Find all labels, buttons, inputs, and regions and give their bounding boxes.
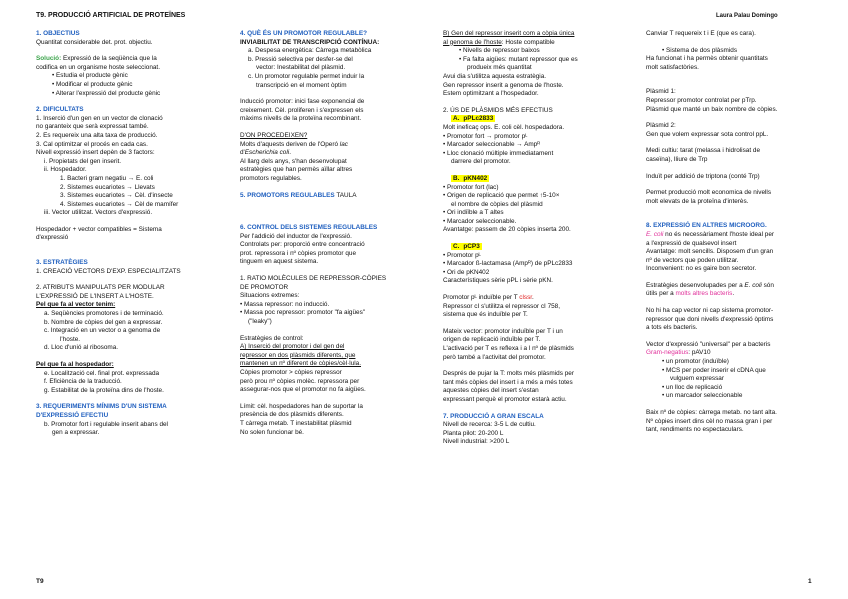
- subheading: Pel que fa al vector tenim:: [36, 301, 116, 309]
- paragraph: promotors regulables.: [240, 174, 302, 182]
- list-item: 2. Es requereix una alta taxa de producció.: [36, 131, 158, 139]
- paragraph: Nº còpies insert dins cèl no massa gran i per: [646, 417, 773, 425]
- paragraph: Molt ineficaç ops. E. coli cèl. hospedadora.: [443, 123, 565, 131]
- list-item: 3. Cal optimitzar el procés en cada cas.: [36, 140, 148, 148]
- paragraph: Induït per addició de triptona (conté Trp): [646, 172, 760, 180]
- list-item: • Promotor fort → promotor pᴸ: [443, 132, 528, 140]
- paragraph: L'activació per T es reflexa i a l nº de plàsmids: [443, 345, 574, 352]
- subheading: L'EXPRESSIÓ DE L'INSERT A L'HOSTE.: [36, 292, 154, 300]
- paragraph: Avui dia s'utilitza aquesta estratègia.: [443, 72, 547, 80]
- paragraph: aquestes còpies del insert s'estan: [443, 387, 539, 395]
- list-item: • Massa poc repressor: promotor "fa aigües": [240, 309, 366, 317]
- paragraph: Medi cultiu: tarat (melassa i hidrolisat de: [646, 147, 761, 155]
- list-item: ii. Hospedador.: [44, 166, 87, 174]
- paragraph: T càrrega metab. T inestabilitat plàsmid: [240, 419, 352, 427]
- section-heading: 1. OBJECTIUS: [36, 30, 80, 37]
- list-item: gen a expressar.: [52, 429, 100, 437]
- list-item: • un promotor (induïble): [662, 358, 729, 366]
- paragraph: B) Gen del repressor inserit com a còpia única: [443, 30, 575, 37]
- plasmid-heading-c: C. pCP3: [453, 243, 480, 251]
- paragraph: però també a l'activitat del promotor.: [443, 353, 546, 361]
- list-item: • Marcador ß-lactamasa (Ampᴿ) de pPLc2833: [443, 260, 573, 268]
- list-item: • Promotor pᴸ: [443, 251, 481, 259]
- list-item: el nombre de còpies del plàsmid: [451, 200, 543, 208]
- paragraph: Repressor cI s'utilitza el repressor cI 758,: [443, 302, 561, 310]
- list-item: i. Propietats del gen inserit.: [44, 157, 122, 165]
- paragraph: Nivell de recerca: 3-5 L de cultiu.: [443, 421, 536, 429]
- paragraph: Baix nº de còpies: càrrega metab. no tant alta.: [646, 409, 777, 416]
- paragraph: Còpies promotor > còpies repressor: [240, 369, 342, 376]
- paragraph: però prou nº còpies molèc. repressora per: [240, 377, 360, 385]
- list-item: iii. Vector utilitzat. Vectors d'expressió.: [44, 209, 153, 217]
- list-item: 1. Bacteri gram negatiu → E. coli: [60, 174, 154, 182]
- list-item: • MCS per poder inserir el cDNA que: [662, 366, 766, 374]
- list-item: no garanteix que serà expressat també.: [36, 123, 149, 131]
- list-item: b. Pressió selectiva per desfer-se del: [248, 55, 353, 63]
- paragraph: Ha funcionat i ha permès obtenir quantitats: [646, 55, 768, 63]
- paragraph: Després de pujar la T: molts més plàsmids per: [443, 370, 574, 378]
- paragraph: Planta pilot: 20-200 L: [443, 429, 504, 437]
- subheading: DE PROMOTOR: [240, 283, 289, 291]
- paragraph: Al llarg dels anys, s'han desenvolupat: [240, 157, 347, 165]
- list-item: g. Estabilitat de la proteïna dins de l'hoste.: [44, 386, 164, 394]
- list-item: b. Nombre de còpies del gen a expressar.: [44, 318, 163, 326]
- subheading: 2. ATRIBUTS MANIPULATS PER MODULAR: [36, 284, 165, 292]
- paragraph: molt elevats de la proteïna d'interès.: [646, 197, 749, 205]
- paragraph: Estratègies desenvolupades per a E. coli són: [646, 281, 774, 289]
- paragraph: d'Escherichia coli.: [240, 149, 291, 157]
- list-item: • Ori indiïble a T altes: [443, 209, 504, 217]
- paragraph: Plàsmid que manté un baix nombre de còpies.: [646, 105, 778, 113]
- paragraph: tinguem en aquest sistema.: [240, 258, 319, 266]
- section-heading: 6. CONTROL DELS SISTEMES REGULABLES: [240, 224, 378, 232]
- paragraph: Permet producció molt economica de nivells: [646, 189, 772, 197]
- list-item: 3. Sistemes eucariotes → Cèl. d'insecte: [60, 192, 173, 200]
- paragraph: Inducció promotor: inici fase exponencial de: [240, 98, 365, 106]
- list-item: c. Un promotor regulable permet induir la: [248, 72, 365, 80]
- paragraph: sistema que és induïble per T.: [443, 311, 528, 319]
- paragraph: codifica en un organisme hoste seleccionat.: [36, 63, 160, 71]
- list-item: a. Seqüències promotores i de terminació.: [44, 310, 164, 318]
- page-number: 1: [808, 578, 812, 585]
- list-item: 2. Sistemes eucariotes → Llevats: [60, 183, 155, 191]
- paragraph: Quantitat considerable det. prot. objectiu.: [36, 38, 153, 46]
- paragraph: Avantatge: molt sencills. Disposem d'un gran: [646, 248, 774, 256]
- paragraph: màxims nivells de la proteïna recombinant.: [240, 115, 362, 123]
- column-1: [36, 30, 228, 438]
- paragraph: Estratègies de control:: [240, 334, 304, 342]
- list-item: Nivell expressió insert depèn de 3 factors:: [36, 149, 155, 157]
- list-item: • Ori de pKN402: [443, 268, 490, 276]
- paragraph: origen de replicació induïble per T.: [443, 336, 541, 344]
- list-item: • Estudia el producte gènic: [52, 72, 128, 80]
- subheading: Plàsmid 1:: [646, 88, 676, 96]
- subheading: 2. ÚS DE PLÀSMIDS MÉS EFECTIUS: [443, 106, 553, 114]
- subheading: 1. RATIO MOLÈCULES DE REPRESSOR-CÒPIES: [240, 275, 387, 283]
- paragraph: Gen repressor inserit a genoma de l'hoste.: [443, 81, 564, 89]
- list-item: • Alterar l'expressió del producte gènic: [52, 89, 161, 97]
- list-item: • Modificar el producte gènic: [52, 80, 133, 88]
- list-item: c. Integració en un vector o a genoma de: [44, 327, 161, 335]
- paragraph: Estem optimitzant a l'hospedador.: [443, 90, 539, 98]
- list-item: d. Lloc d'unió al ribosoma.: [44, 344, 119, 352]
- list-item: a. Despesa energètica: Càrrega metabòlica: [248, 47, 372, 55]
- list-item: vector: Inestabilitat del plàsmid.: [256, 64, 346, 72]
- paragraph: Canviar T requereix t i E (que es cara).: [646, 30, 756, 37]
- column-3: [443, 30, 623, 447]
- paragraph: tant més còpies del insert i a més a més totes: [443, 378, 573, 386]
- plasmid-heading-a: A. pPLc2833: [453, 115, 494, 123]
- list-item: • Lloc clonació múltiple immediatament: [443, 149, 554, 157]
- section-heading: 7. PRODUCCIÓ A GRAN ESCALA: [443, 412, 544, 420]
- subheading: INVIABILITAT DE TRANSCRIPCIÓ CONTÍNUA:: [240, 38, 380, 46]
- paragraph: Nivell industrial: >200 L: [443, 438, 510, 446]
- list-item: b. Promotor fort i regulable inserit abans del: [44, 420, 168, 428]
- list-item: • Origen de replicació que permet ↑5-10×: [443, 192, 560, 200]
- paragraph: Gen que volem expressar sota control ppL.: [646, 130, 769, 138]
- list-item: • Marcador seleccionable → Ampᴿ: [443, 141, 541, 149]
- paragraph: Hospedador + vector compatibles = Sistema: [36, 225, 162, 233]
- paragraph: A) Inserció del promotor i del gen del: [240, 343, 345, 351]
- paragraph: assegurar-nos que el promotor no fa aigües.: [240, 386, 366, 394]
- paragraph: Repressor promotor controlat per pTrp.: [646, 96, 757, 104]
- list-item: e. Localització cel. final prot. expressada: [44, 369, 160, 377]
- list-item: 1. Inserció d'un gen en un vector de clonació: [36, 114, 163, 122]
- subheading: D'ON PROCEDEIXEN?: [240, 131, 308, 139]
- paragraph: caseïna), lliure de Trp: [646, 155, 708, 163]
- paragraph: Mateix vector: promotor induïble per T i un: [443, 327, 563, 335]
- list-item: ("leaky"): [248, 318, 272, 326]
- paragraph: Per l'addició del inductor de l'expressió.: [240, 232, 352, 240]
- document-title: T9. PRODUCCIÓ ARTIFICIAL DE PROTEÏNES: [36, 12, 186, 19]
- list-item: darrere del promotor.: [451, 158, 511, 166]
- paragraph: Avantatge: passem de 20 còpies inserta 200.: [443, 226, 571, 234]
- paragraph: útils per a molts altres bacteris.: [646, 290, 735, 298]
- subheading: Pel que fa al hospedador:: [36, 361, 114, 368]
- list-item: • Nivells de repressor baixos: [459, 47, 540, 55]
- paragraph: E. coli no és necessàriament l'hoste ideal per: [646, 230, 775, 238]
- subheading: 1. CREACIÓ VECTORS D'EXP. ESPECIALITZATS: [36, 267, 181, 275]
- paragraph: nº de vectors que poden utilitzar.: [646, 256, 739, 264]
- paragraph: Promotor pᴸ induïble per T clssr.: [443, 294, 534, 302]
- paragraph: presència de dos plàsmids diferents.: [240, 411, 344, 419]
- section-heading: 4. QUÈ ÉS UN PROMOTOR REGULABLE?: [240, 30, 367, 37]
- list-item: produeix més quantitat: [467, 64, 532, 72]
- list-item: • Fa falta aigües: mutant repressor que es: [459, 55, 578, 63]
- list-item: • Sistema de dos plàsmids: [662, 46, 738, 54]
- section-heading: 8. EXPRESSIÓ EN ALTRES MICROORG.: [646, 222, 767, 230]
- paragraph: creixement. Cèl. proliferen i s'expressen els: [240, 106, 364, 114]
- paragraph: estratègies que han permès aïllar altres: [240, 166, 353, 174]
- list-item: l'hoste.: [60, 335, 81, 343]
- paragraph: prot. repressora i nº còpies promotor que: [240, 249, 357, 257]
- paragraph: Gram-negatius: pAV10: [646, 349, 711, 357]
- paragraph: al genoma de l'hoste: Hoste compatible: [443, 38, 555, 46]
- paragraph: tant, rendiments no espectaculars.: [646, 426, 744, 434]
- section-heading: 3. ESTRATÈGIES: [36, 259, 88, 267]
- footer-label: T9: [36, 578, 44, 585]
- paragraph: expressant perquè el promotor estarà actiu.: [443, 395, 567, 403]
- paragraph: a tots els bacteris.: [646, 324, 698, 332]
- list-item: • un marcador seleccionable: [662, 392, 743, 400]
- section-heading: 5. PROMOTORS REGULABLES TAULA: [240, 191, 357, 199]
- paragraph: Vector d'expressió "universal" per a bacteris: [646, 340, 771, 348]
- list-item: • Marcador seleccionable.: [443, 217, 517, 225]
- paragraph: No solen funcionar bé.: [240, 428, 304, 436]
- author-name: Laura Palau Domingo: [716, 13, 778, 19]
- paragraph: a l'expressió de qualsevol insert: [646, 239, 737, 247]
- list-item: vulguem expressar: [670, 375, 724, 383]
- list-item: • un lloc de replicació: [662, 383, 723, 391]
- paragraph: d'expressió: [36, 234, 69, 242]
- paragraph: Molts d'aquests deriven de l'Operó lac: [240, 140, 348, 148]
- column-4: [646, 30, 824, 435]
- paragraph: Límit: cèl. hospedadores han de suportar la: [240, 402, 363, 410]
- paragraph: Situacions extremes:: [240, 292, 300, 300]
- column-2: [240, 30, 432, 437]
- paragraph: Característiques sèrie pPL i sèrie pKN.: [443, 277, 553, 285]
- list-item: 4. Sistemes eucariotes → Cèl de mamífer: [60, 200, 179, 208]
- paragraph: mantenen un nº diferent de còpies/cèl·lula.: [240, 360, 361, 368]
- section-heading: D'EXPRESSIÓ EFECTIU: [36, 411, 109, 419]
- list-item: transcripció en el moment òptim: [256, 81, 347, 89]
- paragraph: Inconvenient: no es gaire bon secretor.: [646, 265, 757, 273]
- section-heading: 2. DIFICULTATS: [36, 106, 84, 114]
- list-item: • Promotor fort (lac): [443, 183, 499, 191]
- section-heading: 3. REQUERIMENTS MÍNIMS D'UN SISTEMA: [36, 403, 167, 411]
- plasmid-heading-b: B. pKN402: [453, 174, 488, 182]
- subheading: Plàsmid 2:: [646, 122, 676, 130]
- paragraph: No hi ha cap vector ni cap sistema promotor-: [646, 307, 774, 315]
- paragraph: Solució: Expressió de la seqüència que la: [36, 55, 157, 63]
- paragraph: molt satisfactòries.: [646, 63, 699, 71]
- list-item: • Massa repressor: no inducció.: [240, 300, 330, 308]
- solucio-label: Solució:: [36, 55, 62, 63]
- list-item: f. Eficiència de la traducció.: [44, 378, 122, 386]
- paragraph: repressor en dos plàsmids diferents, que: [240, 351, 356, 359]
- paragraph: repressor que doni nivells d'expressió òptims: [646, 315, 774, 323]
- paragraph: Controlats per: proporció entre concentració: [240, 241, 365, 249]
